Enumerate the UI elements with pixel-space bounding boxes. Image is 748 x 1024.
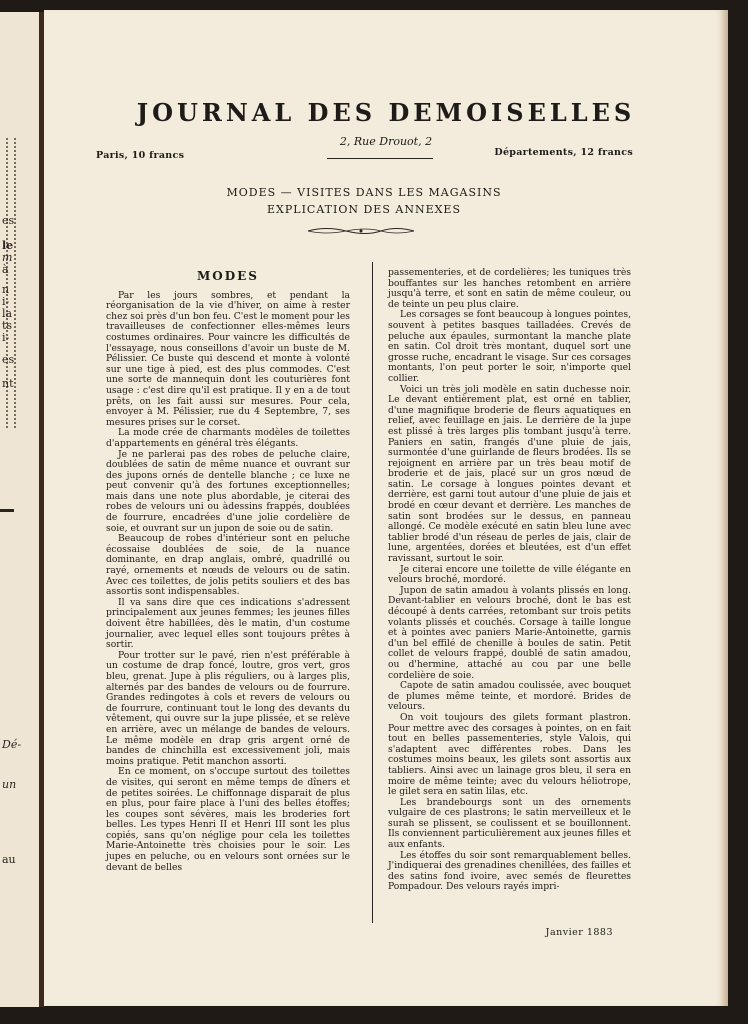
article-paragraph: Il va sans dire que ces indications s'adressent principalement aux jeunes femmes; les jeunes filles doivent être habillées, dès le matin, d'un costume journalier, avec lequel elles sont toujours prêtes à sortir. <box>106 596 350 651</box>
previous-page-edge <box>0 12 40 1007</box>
article-paragraph: La mode crée de charmants modèles de toilettes d'appartements en général très élégants. <box>106 427 350 449</box>
price-departements: Départements, 12 francs <box>494 147 633 158</box>
article-paragraph: Pour trotter sur le pavé, rien n'est préférable à un costume de drap foncé, loutre, gros vert, gros bleu, grenat. Jupe à plis réguliers, ou à larges plis, alternés par des bandes de velours ou de fourrure. Grandes redingotes à cols et revers de velours ou de fourrure, continuant tout le long des devants du vêtement, qui ouvre sur la jupe plissée, et se relève en arrière, avec un mélange de bandes de velours. Le même modèle en drap gris argent orné de bandes de chinchilla est excessivement joli, mais moins pratique. Petit manchon assorti. <box>106 649 350 767</box>
price-paris: Paris, 10 francs <box>96 150 185 161</box>
article-paragraph: Les corsages se font beaucoup à longues pointes, souvent à petites basques tailladées. Crevés de peluche aux épaules, surmontant la manche plate en satin. Col droit très montant, duquel sort une grosse ruche, encadrant le visage. Sur ces corsages montants, l'on peut porter le soir, n'importe quel collier. <box>388 309 631 384</box>
article-paragraph: Par les jours sombres, et pendant la réorganisation de la vie d'hiver, on aime à rester chez soi près d'un bon feu. C'est le moment pour les travailleuses de confectionner elles-mêmes leurs costumes ordinaires. Pour vaincre les difficultés de l'essayage, nous conseillons d'avoir un buste de M. Pélissier. Ce buste qui descend et monte à volonté sur une tige à pied, est des plus commodes. C'est une sorte de mannequin dont les couturières font usage : c'est dire qu'il est pratique. Il y en a de tout prêts, on les fait aussi sur mesures. Pour cela, envoyer à M. Pélissier, rue du 4 Septembre, 7, ses mesures prises sur le corset. <box>106 289 350 428</box>
prev-page-fragment: es <box>2 214 15 227</box>
prev-page-fragment: n <box>2 283 10 296</box>
address-rule <box>327 158 433 159</box>
article-paragraph: En ce moment, on s'occupe surtout des toilettes de visites, qui seront en même temps de dîners et de petites soirées. Le chiffonnage disparait de plus en plus, pour faire place à l'uni des belles étoffes; les coupes sont sévères, mais les broderies fort belles. Les types Henri II et Henri III sont les plus copiés, sans qu'on néglige pour cela les toilettes Marie-Antoinette très choisies pour le soir. Les jupes en peluche, ou en velours sont ornées sur le devant de belles <box>106 766 350 873</box>
address-line: 2, Rue Drouot, 2 <box>339 135 433 148</box>
article-paragraph: Voici un très joli modèle en satin duchesse noir. Le devant entièrement plat, est orné en tablier, d'une magnifique broderie de fleurs aquatiques en relief, avec feuillage en jais. Le derrière de la jupe est plissé à très larges plis tombant jusqu'à terre. Paniers en satin, frangés d'une pluie de jais, surmontée d'une guirlande de fleurs brodées. Ils se rejoignent en arrière par un très beau motif de broderie et de jais, placé sur un gros nœud de satin. Le corsage à longues pointes devant et derrière, est garni tout autour d'une pluie de jais et brodé en cœur devant et derrière. Les manches de satin sont brodées sur le dessus, en panneau allongé. Ce modèle exécuté en satin bleu lune avec tablier brodé d'un réseau de perles de jais, clair de lune, argentées, dorées et bleutées, est d'un effet ravissant, surtout le soir. <box>388 383 631 565</box>
prev-page-rule <box>0 509 14 512</box>
prev-page-fragment: la <box>2 307 13 320</box>
journal-title: JOURNAL DES DEMOISELLES <box>136 98 636 127</box>
prev-page-fragment: un <box>2 778 17 791</box>
article-paragraph: Je citerai encore une toilette de ville élégante en velours broché, mordoré. <box>388 563 631 586</box>
article-heading: MODES <box>197 269 259 283</box>
prev-page-fragment: le <box>2 239 14 252</box>
journal-page <box>44 10 728 1006</box>
issue-date: Janvier 1883 <box>545 927 613 938</box>
section-subtitle-annexes: EXPLICATION DES ANNEXES <box>267 203 461 216</box>
article-paragraph: Jupon de satin amadou à volants plissés en long. Devant-tablier en velours broché, dont le bas est découpé à dents carrées, retombant sur trois petits volants plissés et couchés. Corsage à taille longue et à pointes avec paniers Marie-Antoinette, garnis d'un bel effilé de chenille à boules de satin. Petit collet de velours frappé, doublé de satin amadou, ou d'hermine, attaché au cou par une belle cordelière de soie. <box>388 584 631 681</box>
prev-page-fragment: m <box>2 251 13 264</box>
article-paragraph: Les étoffes du soir sont remarquablement belles. J'indiquerai des grenadines chenillées, des failles et des satins fond ivoire, avec semés de fleurettes Pompadour. Des velours rayés impri- <box>388 849 631 893</box>
article-paragraph: Beaucoup de robes d'intérieur sont en peluche écossaise doublées de soie, de la nuance dominante, en drap anglais, ombré, quadrillé ou rayé, ornements et nœuds de velours ou de satin. Avec ces toilettes, de jolis petits souliers et des bas assortis sont indispensables. <box>106 533 350 598</box>
prev-page-fragment: Dé- <box>2 738 22 751</box>
ornament-divider <box>306 226 416 236</box>
prev-page-fragment: au <box>2 853 16 866</box>
article-left-column <box>106 268 350 873</box>
prev-page-fragment: es <box>2 353 15 366</box>
article-paragraph: Capote de satin amadou coulissée, avec bouquet de plumes même teinte, et mordoré. Brides de velours. <box>388 680 631 713</box>
prev-page-fragment: nt <box>2 377 14 390</box>
article-paragraph: On voit toujours des gilets formant plastron. Pour mettre avec des corsages à pointes, on en fait tout en belles passementeries, style Valois, qui s'adaptent avec différentes robes. Dans les costumes moins beaux, les gilets sont assortis aux tabliers. Ainsi avec un lainage gros bleu, il sera en moire de même teinte; avec du velours héliotrope, le gilet sera en satin lilas, etc. <box>388 711 631 798</box>
section-subtitle: MODES — VISITES DANS LES MAGASINS <box>226 186 502 199</box>
prev-page-fragment: ts <box>2 319 13 332</box>
article-paragraph: passementeries, et de cordelières; les tuniques très bouffantes sur les hanches retombent en arrière jusqu'à terre, et sont en satin de même couleur, ou de teinte un peu plus claire. <box>388 267 631 310</box>
prev-page-fragment: à <box>2 263 9 276</box>
article-paragraph: Je ne parlerai pas des robes de peluche claire, doublées de satin de même nuance et ouvrant sur des jupons ornés de dentelle blanche ; ce luxe ne peut convenir qu'à des fortunes exceptionnelles; mais dans une note plus abordable, je citerai des robes de velours uni ou àdessins frappés, doublées de fourrure, encadrées d'une jolie cordelière de soie, et ouvrant sur un jupon de soie ou de satin. <box>106 448 350 534</box>
prev-page-fragment: i- <box>2 295 10 308</box>
article-right-column <box>388 268 631 893</box>
column-divider <box>372 262 373 923</box>
article-paragraph: Les brandebourgs sont un des ornements vulgaire de ces plastrons; le satin merveilleux et le surah se plissent, se coulissent et se bouillonnent. Ils conviennent particulièrement aux jeunes filles et aux enfants. <box>388 796 631 851</box>
prev-page-fragment: i- <box>2 331 10 344</box>
